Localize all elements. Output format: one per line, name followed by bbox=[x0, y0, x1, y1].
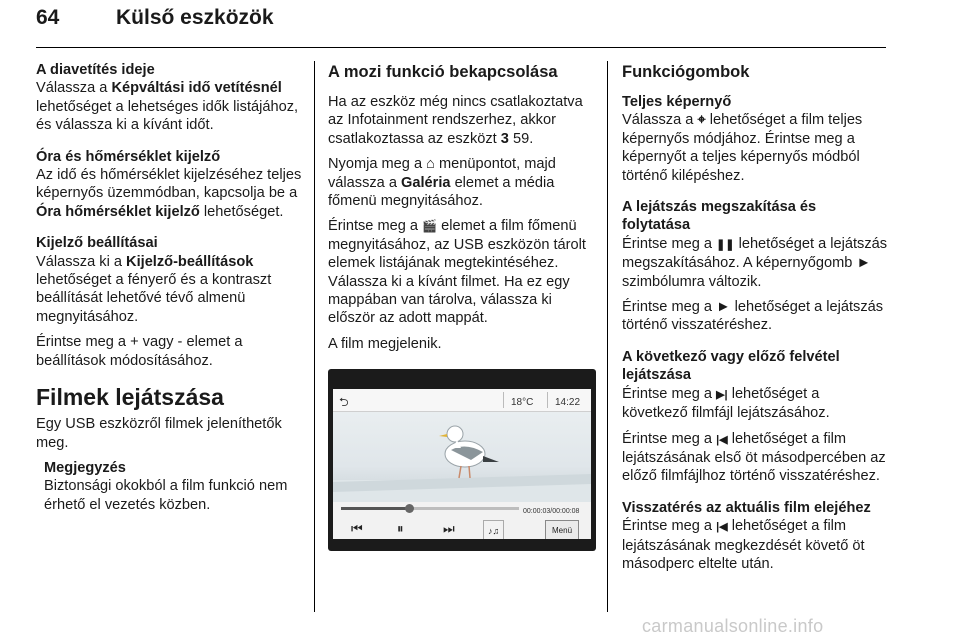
column-3 bbox=[622, 61, 888, 573]
play-icon: ► bbox=[856, 255, 871, 272]
text-run: lehetőséget. bbox=[199, 203, 284, 220]
note-box bbox=[44, 459, 302, 514]
section-fullscreen bbox=[622, 93, 888, 185]
text-run: Érintse meg a bbox=[622, 385, 717, 402]
screen-top-bar bbox=[333, 389, 591, 412]
section-heading: A következő vagy előző felvétel lejátszása bbox=[622, 348, 840, 384]
section-text bbox=[622, 111, 888, 185]
text-run: lehetőséget a lejátszás megszakításához. A képernyőgomb bbox=[622, 235, 888, 272]
paragraph bbox=[328, 93, 596, 148]
previous-track-icon: |◀ bbox=[716, 433, 728, 446]
gull-leg bbox=[459, 466, 461, 478]
column-divider bbox=[607, 61, 608, 612]
text-run: elemet a film főmenü megnyitásához, az USB eszközön tárolt elemek listájának megtekintéséhez. Válassza ki a kívánt filmet. Ha ez egy mappában van tárolva, válassza ki először az adott mappát. bbox=[328, 218, 586, 327]
paragraph bbox=[328, 155, 596, 210]
column-divider bbox=[314, 61, 315, 612]
text-run: Érintse meg a bbox=[622, 430, 717, 447]
section-movies bbox=[36, 383, 302, 514]
note-text: Biztonsági okokból a film funkció nem érhető el vezetés közben. bbox=[44, 478, 288, 513]
section-text bbox=[622, 385, 888, 423]
chapter-heading: Filmek lejátszása bbox=[36, 384, 224, 411]
section-text-2 bbox=[622, 298, 888, 335]
section-heading: Kijelző beállításai bbox=[36, 235, 158, 252]
player-controls bbox=[333, 517, 591, 539]
section-next-previous bbox=[622, 348, 888, 486]
section-clock-temp bbox=[36, 148, 302, 222]
section-text bbox=[36, 79, 302, 134]
text-run: lehetőséget a lehetséges idők listájához, és válassza ki a kívánt időt. bbox=[36, 98, 299, 134]
separator bbox=[547, 392, 548, 408]
note-heading: Megjegyzés bbox=[44, 459, 126, 476]
menu-option-name: Óra hőmérséklet kijelző bbox=[36, 203, 200, 220]
text-run: Nyomja meg a bbox=[328, 156, 427, 173]
watermark: carmanualsonline.info bbox=[642, 616, 824, 636]
section-pause-resume bbox=[622, 198, 888, 335]
menu-option-name: Galéria bbox=[401, 174, 451, 191]
section-heading: Visszatérés az aktuális film elejéhez bbox=[622, 499, 871, 516]
next-icon[interactable]: ⏭ bbox=[443, 521, 455, 537]
progress-fill bbox=[341, 507, 409, 510]
paragraph bbox=[328, 217, 596, 327]
text-run: szimbólumra változik. bbox=[622, 273, 762, 290]
text-run: Érintse meg a bbox=[622, 299, 717, 316]
section-text bbox=[36, 166, 302, 221]
text-run: Válassza a bbox=[622, 112, 698, 129]
text-run: Válassza a bbox=[36, 80, 112, 97]
section-heading: A lejátszás megszakítása és folytatása bbox=[622, 199, 817, 234]
text-run: Érintse meg a bbox=[622, 235, 717, 252]
column-2 bbox=[328, 61, 596, 551]
clock-readout: 14:22 bbox=[555, 397, 581, 409]
menu-option-name: Kijelző-beállítások bbox=[126, 253, 254, 270]
timecode: 00:00:03/00:00:08 bbox=[523, 508, 580, 516]
next-track-icon: ▶| bbox=[716, 388, 728, 401]
gull-tail bbox=[483, 456, 499, 462]
movie-icon: 🎬 bbox=[422, 219, 438, 234]
text-run: 59. bbox=[508, 130, 534, 147]
text-run: Érintse meg a bbox=[328, 218, 423, 235]
text-run: lehetőséget a film teljes képernyős módjához. Érintse meg a képernyőt a teljes képernyős módból történő kilépéshez. bbox=[622, 112, 863, 184]
section-restart bbox=[622, 499, 888, 574]
header-rule bbox=[36, 47, 886, 48]
text-run: elemet a média főmenü megnyitásához. bbox=[328, 174, 555, 210]
section-heading: Teljes képernyő bbox=[622, 94, 732, 110]
progress-track[interactable] bbox=[341, 507, 519, 510]
text-run: lehetőséget a film lejátszásának első öt másodpercében az előző filmfájlhoz történő visszatéréshez. bbox=[622, 430, 886, 485]
infotainment-screen-image bbox=[328, 369, 596, 551]
column-heading: Funkciógombok bbox=[622, 63, 750, 81]
previous-icon[interactable]: ⏮ bbox=[351, 521, 363, 537]
section-text bbox=[36, 253, 302, 327]
section-display-settings bbox=[36, 234, 302, 370]
page-title: Külső eszközök bbox=[116, 6, 274, 29]
menu-option-name: Képváltási idő vetítésnél bbox=[111, 80, 282, 97]
movie-frame[interactable] bbox=[333, 412, 591, 502]
page-reference-icon: 3 bbox=[500, 130, 509, 147]
text-run: Válassza ki a bbox=[36, 253, 127, 270]
gull-leg bbox=[469, 466, 470, 478]
progress-knob[interactable] bbox=[405, 504, 414, 513]
home-icon: ⌂ bbox=[426, 156, 435, 173]
section-text-2: Érintse meg a + vagy - elemet a beállítások módosításához. bbox=[36, 334, 243, 369]
section-text: Egy USB eszközről filmek jeleníthetők meg. bbox=[36, 416, 282, 451]
menu-button[interactable]: Menü bbox=[545, 520, 579, 539]
seagull-illustration bbox=[333, 412, 591, 502]
text-run: lehetőséget a lejátszás történő visszatéréshez. bbox=[622, 299, 884, 334]
column-heading: A mozi funkció bekapcsolása bbox=[328, 63, 558, 81]
play-icon: ► bbox=[716, 299, 731, 316]
section-heading: A diavetítés ideje bbox=[36, 62, 155, 78]
column-1 bbox=[36, 61, 302, 514]
section-slideshow-interval bbox=[36, 61, 302, 135]
text-run: lehetőséget a következő filmfájl lejátszásához. bbox=[622, 385, 830, 422]
text-run: lehetőséget a fényerő és a kontraszt beállítását lehetővé tévő almenü megnyitásához. bbox=[36, 272, 272, 325]
page-number: 64 bbox=[36, 6, 60, 29]
text-run: Az idő és hőmérséklet kijelzéséhez teljes képernyős üzemmódban, kapcsolja be a bbox=[36, 167, 302, 202]
paragraph: A film megjelenik. bbox=[328, 335, 442, 352]
text-run: lehetőséget a film lejátszásának megkezdését követő öt másodperc eltelte után. bbox=[622, 518, 865, 572]
previous-track-icon: |◀ bbox=[716, 521, 728, 534]
back-icon[interactable]: ⮌ bbox=[339, 395, 349, 410]
section-text-2 bbox=[622, 430, 888, 486]
section-heading: Óra és hőmérséklet kijelző bbox=[36, 148, 221, 165]
separator bbox=[503, 392, 504, 408]
section-text bbox=[622, 517, 888, 573]
fullscreen-icon: ⌖ bbox=[697, 112, 706, 129]
temperature-readout: 18°C bbox=[511, 397, 534, 409]
text-run: Ha az eszköz még nincs csatlakoztatva az Infotainment rendszerhez, akkor csatlakoztassa az eszközt bbox=[328, 94, 583, 147]
section-text bbox=[622, 235, 888, 291]
sound-settings-button[interactable]: ♪♫ bbox=[483, 520, 504, 539]
pause-icon[interactable]: ⏸ bbox=[397, 521, 404, 537]
device-screen bbox=[333, 389, 591, 539]
text-run: Érintse meg a bbox=[622, 518, 717, 535]
gull-head bbox=[447, 426, 463, 442]
pause-icon: ❚❚ bbox=[716, 238, 735, 251]
text-run: menüpontot, majd válassza a bbox=[328, 156, 556, 191]
gull-beak bbox=[439, 434, 447, 437]
